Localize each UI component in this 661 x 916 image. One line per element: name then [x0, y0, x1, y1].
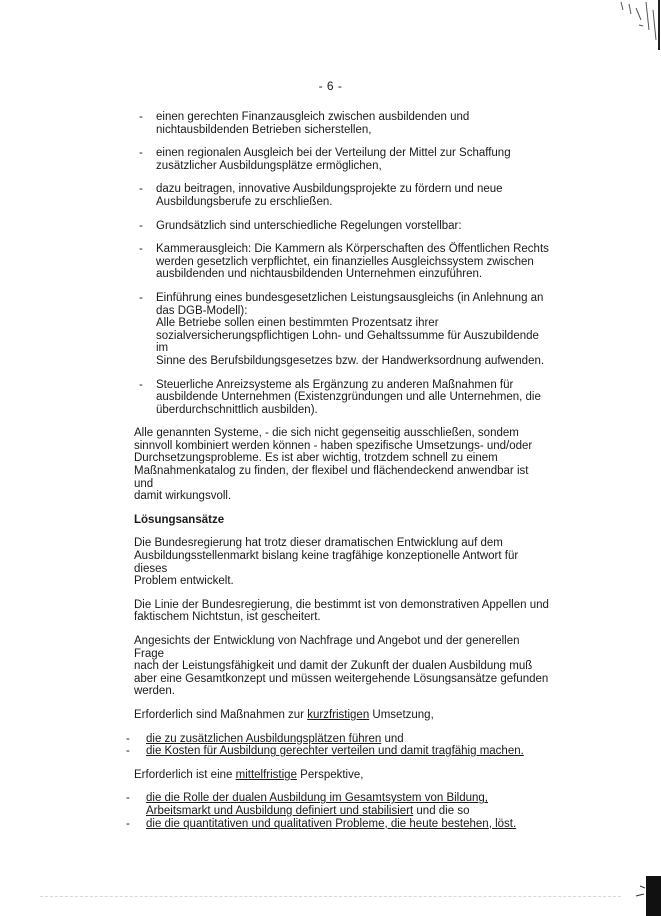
text-line: überdurchschnittlich ausbilden). [156, 403, 318, 416]
list-item [134, 183, 549, 208]
underlined-text: die zu zusätzlichen Ausbildungsplätzen führen [146, 732, 382, 745]
paragraph [134, 427, 549, 503]
list-item [134, 243, 549, 281]
text-line: Die Linie der Bundesregierung, die bestimmt ist von demonstrativen Appellen und [134, 598, 549, 611]
text-span: Perspektive, [296, 768, 364, 781]
bullet-dash: - [126, 817, 130, 830]
scan-artifact-bottom-right [616, 856, 661, 916]
page-number: - 6 - [318, 79, 343, 93]
text-line: einen regionalen Ausgleich bei der Verteilung der Mittel zur Schaffung [156, 147, 511, 160]
text-line: sozialversicherungspflichtigen Lohn- und Gehaltssumme für Auszubildende im [156, 329, 539, 355]
text-line: Kammerausgleich: Die Kammern als Körperschaften des Öffentlichen Rechts [156, 243, 549, 256]
text-line: Einführung eines bundesgesetzlichen Leistungsausgleichs (in Anlehnung an [156, 291, 544, 304]
bullet-dash: - [126, 732, 130, 745]
text-line: das DGB-Modell): [156, 304, 248, 317]
paragraph [134, 635, 549, 698]
text-line: Angesichts der Entwicklung von Nachfrage und Angebot und der generellen Frage [134, 635, 520, 660]
text-span: Umsetzung, [369, 708, 434, 721]
underlined-text: die Kosten für Ausbildung gerechter verteilen und damit tragfähig machen. [146, 745, 524, 758]
paragraph [134, 537, 549, 587]
text-span: und [381, 732, 404, 745]
list-item [126, 732, 549, 746]
text-line: sinnvoll kombiniert werden können - haben spezifische Umsetzungs- und/oder [134, 439, 533, 452]
text-line: aber eine Gesamtkonzept und müssen weitergehende Lösungsansätze gefunden [134, 672, 549, 685]
bullet-dash: - [126, 792, 130, 805]
section-heading: Lösungsansätze [134, 513, 225, 526]
scan-artifact-bottom [40, 896, 621, 898]
scan-artifact-top-right [601, 0, 661, 50]
document-body [126, 111, 549, 841]
text-line: Steuerliche Anreizsysteme als Ergänzung zu anderen Maßnahmen für [156, 378, 514, 391]
text-line: ausbildende Unternehmen (Existenzgründungen und alle Unternehmen, die [156, 391, 541, 404]
text-line: faktischem Nichtstun, ist gescheitert. [134, 611, 321, 624]
underlined-text: die die quantitativen und qualitativen Probleme, die heute bestehen, löst. [146, 817, 517, 830]
bullet-dash: - [126, 745, 130, 758]
text-line: Ausbildungsberufe zu erschließen. [156, 195, 333, 208]
text-line: werden gesetzlich verpflichtet, ein finanzielles Ausgleichssystem zwischen [156, 255, 534, 268]
text-line: damit wirkungsvoll. [134, 490, 232, 503]
list [126, 792, 549, 830]
text-line: nach der Leistungsfähigkeit und damit der Zukunft der dualen Ausbildung muß [134, 660, 533, 673]
text-line: Sinne des Berufsbildungsgesetzes bzw. der Handwerksordnung aufwenden. [156, 354, 545, 367]
underlined-text: die die Rolle der dualen Ausbildung im Gesamtsystem von Bildung, [146, 792, 488, 805]
text-line: Alle genannten Systeme, - die sich nicht gegenseitig ausschließen, sondem [134, 427, 519, 440]
text-line: nichtausbildenden Betrieben sicherstellen, [156, 123, 372, 136]
paragraph [134, 769, 549, 782]
list-item [126, 817, 549, 831]
text-line: Grundsätzlich sind unterschiedliche Regelungen vorstellbar: [156, 219, 462, 232]
text-line: Problem entwickelt. [134, 575, 234, 588]
bullet-dash: - [139, 147, 143, 160]
paragraph [134, 599, 549, 624]
text-span: Erforderlich ist eine [134, 768, 236, 781]
list-item [134, 220, 549, 233]
text-line: Maßnahmenkatalog zu finden, der flexibel und flächendeckend anwendbar ist und [134, 465, 529, 490]
text-line: dazu beitragen, innovative Ausbildungsprojekte zu fördern und neue [156, 183, 503, 196]
list [126, 732, 549, 758]
text-line: Alle Betriebe sollen einen bestimmten Prozentsatz ihrer [156, 317, 439, 330]
bullet-dash: - [139, 243, 143, 256]
underlined-text: Arbeitsmarkt und Ausbildung definiert und stabilisiert [146, 804, 414, 817]
list-item [134, 379, 549, 417]
bullet-dash: - [139, 183, 143, 196]
text-line: ausbildenden und nichtausbildenden Unternehmen einzuführen. [156, 268, 483, 281]
text-line: Durchsetzungsprobleme. Es ist aber wichtig, trotzdem schnell zu einem [134, 452, 498, 465]
list-item [126, 792, 549, 817]
list-item [134, 292, 549, 368]
text-line: Ausbildungsstellenmarkt bislang keine tragfähige konzeptionelle Antwort für dieses [134, 550, 519, 575]
text-line: zusätzlicher Ausbildungsplätze ermöglichen, [156, 159, 382, 172]
bullet-dash: - [139, 378, 143, 391]
text-span: und die so [413, 804, 470, 817]
text-line: Die Bundesregierung hat trotz dieser dramatischen Entwicklung auf dem [134, 537, 503, 550]
text-span: Erforderlich sind Maßnahmen zur [134, 708, 308, 721]
list-item [134, 111, 549, 136]
text-line: werden. [134, 685, 175, 698]
text-line: einen gerechten Finanzausgleich zwischen ausbildenden und [156, 111, 470, 123]
list-item [126, 745, 549, 758]
bullet-dash: - [139, 219, 143, 232]
bullet-dash: - [139, 291, 143, 304]
underlined-term: kurzfristigen [307, 708, 370, 721]
underlined-term: mittelfristige [235, 768, 297, 781]
paragraph [134, 709, 549, 722]
bullet-dash: - [139, 111, 143, 123]
list-item [134, 147, 549, 172]
